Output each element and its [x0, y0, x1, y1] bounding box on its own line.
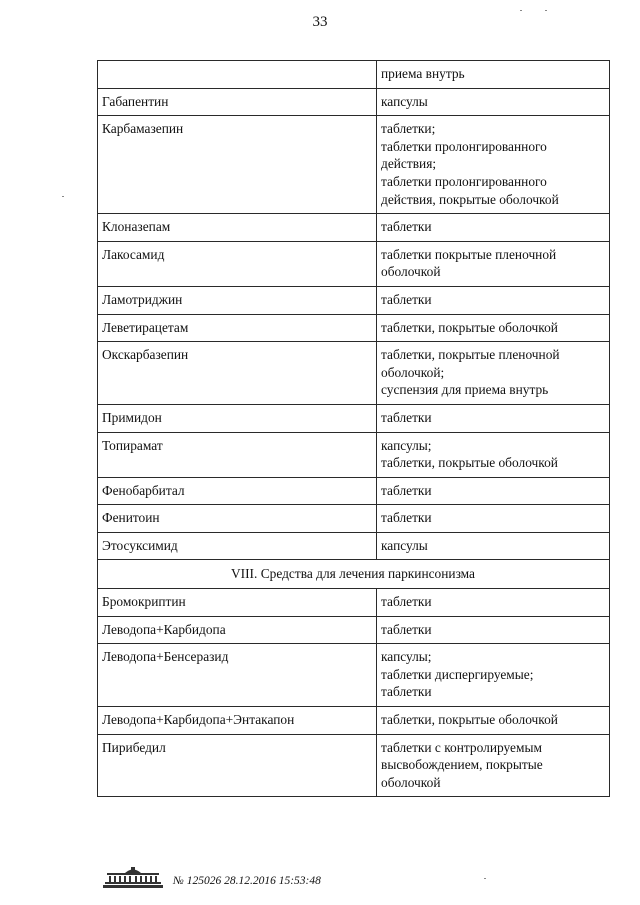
dosage-form-cell: таблетки, покрытые оболочкой [377, 314, 610, 342]
dosage-form-cell: таблетки [377, 505, 610, 533]
dosage-form-cell: таблетки, покрытые оболочкой [377, 707, 610, 735]
table-row [98, 505, 610, 533]
table-row [98, 214, 610, 242]
dosage-form-cell: капсулы [377, 88, 610, 116]
table-row [98, 707, 610, 735]
drug-name-cell: Клоназепам [98, 214, 377, 242]
scan-noise [545, 10, 547, 11]
dosage-form-cell: таблетки, покрытые пленочной оболочкой; суспензия для приема внутрь [377, 342, 610, 405]
drug-name-cell: Леводопа+Карбидопа+Энтакапон [98, 707, 377, 735]
drug-name-cell: Фенитоин [98, 505, 377, 533]
table-row [98, 532, 610, 560]
table-row [98, 116, 610, 214]
dosage-form-cell: таблетки [377, 477, 610, 505]
drug-name-cell: Фенобарбитал [98, 477, 377, 505]
section-title: VIII. Средства для лечения паркинсонизма [98, 560, 610, 589]
drug-name-cell: Окскарбазепин [98, 342, 377, 405]
dosage-form-cell: таблетки [377, 214, 610, 242]
drug-name-cell [98, 61, 377, 89]
drug-name-cell: Карбамазепин [98, 116, 377, 214]
scan-noise [484, 878, 486, 879]
drug-name-cell: Леводопа+Карбидопа [98, 616, 377, 644]
drug-name-cell: Пирибедил [98, 734, 377, 797]
dosage-form-cell: таблетки покрытые пленочной оболочкой [377, 241, 610, 286]
drug-name-cell: Примидон [98, 404, 377, 432]
dosage-form-cell: таблетки; таблетки пролонгированного действия; таблетки пролонгированного действия, покрытые оболочкой [377, 116, 610, 214]
table-row [98, 88, 610, 116]
table-row [98, 314, 610, 342]
dosage-form-cell: таблетки [377, 404, 610, 432]
drug-table-body [98, 61, 610, 797]
dosage-form-cell: капсулы; таблетки диспергируемые; таблетки [377, 644, 610, 707]
table-row [98, 734, 610, 797]
footer [101, 863, 321, 889]
table-row [98, 61, 610, 89]
drug-name-cell: Лакосамид [98, 241, 377, 286]
table-row [98, 477, 610, 505]
table-row [98, 616, 610, 644]
drug-name-cell: Топирамат [98, 432, 377, 477]
drug-name-cell: Ламотриджин [98, 286, 377, 314]
table-row [98, 644, 610, 707]
table-row [98, 286, 610, 314]
scan-noise [62, 196, 64, 197]
drug-name-cell: Этосуксимид [98, 532, 377, 560]
page-number: 33 [312, 14, 328, 30]
dosage-form-cell: таблетки с контролируемым высвобождением, покрытые оболочкой [377, 734, 610, 797]
government-building-icon [101, 865, 165, 889]
scan-noise [520, 10, 522, 11]
dosage-form-cell: таблетки [377, 589, 610, 617]
dosage-form-cell: таблетки [377, 286, 610, 314]
dosage-form-cell: приема внутрь [377, 61, 610, 89]
document-mark: № 125026 28.12.2016 15:53:48 [173, 875, 321, 887]
table-row [98, 432, 610, 477]
table-row [98, 241, 610, 286]
drug-name-cell: Габапентин [98, 88, 377, 116]
table-row [98, 342, 610, 405]
drug-name-cell: Леводопа+Бенсеразид [98, 644, 377, 707]
drug-table [97, 60, 610, 797]
drug-name-cell: Бромокриптин [98, 589, 377, 617]
table-row [98, 404, 610, 432]
dosage-form-cell: капсулы [377, 532, 610, 560]
drug-name-cell: Леветирацетам [98, 314, 377, 342]
dosage-form-cell: таблетки [377, 616, 610, 644]
section-header-row [98, 560, 610, 589]
table-row [98, 589, 610, 617]
dosage-form-cell: капсулы; таблетки, покрытые оболочкой [377, 432, 610, 477]
